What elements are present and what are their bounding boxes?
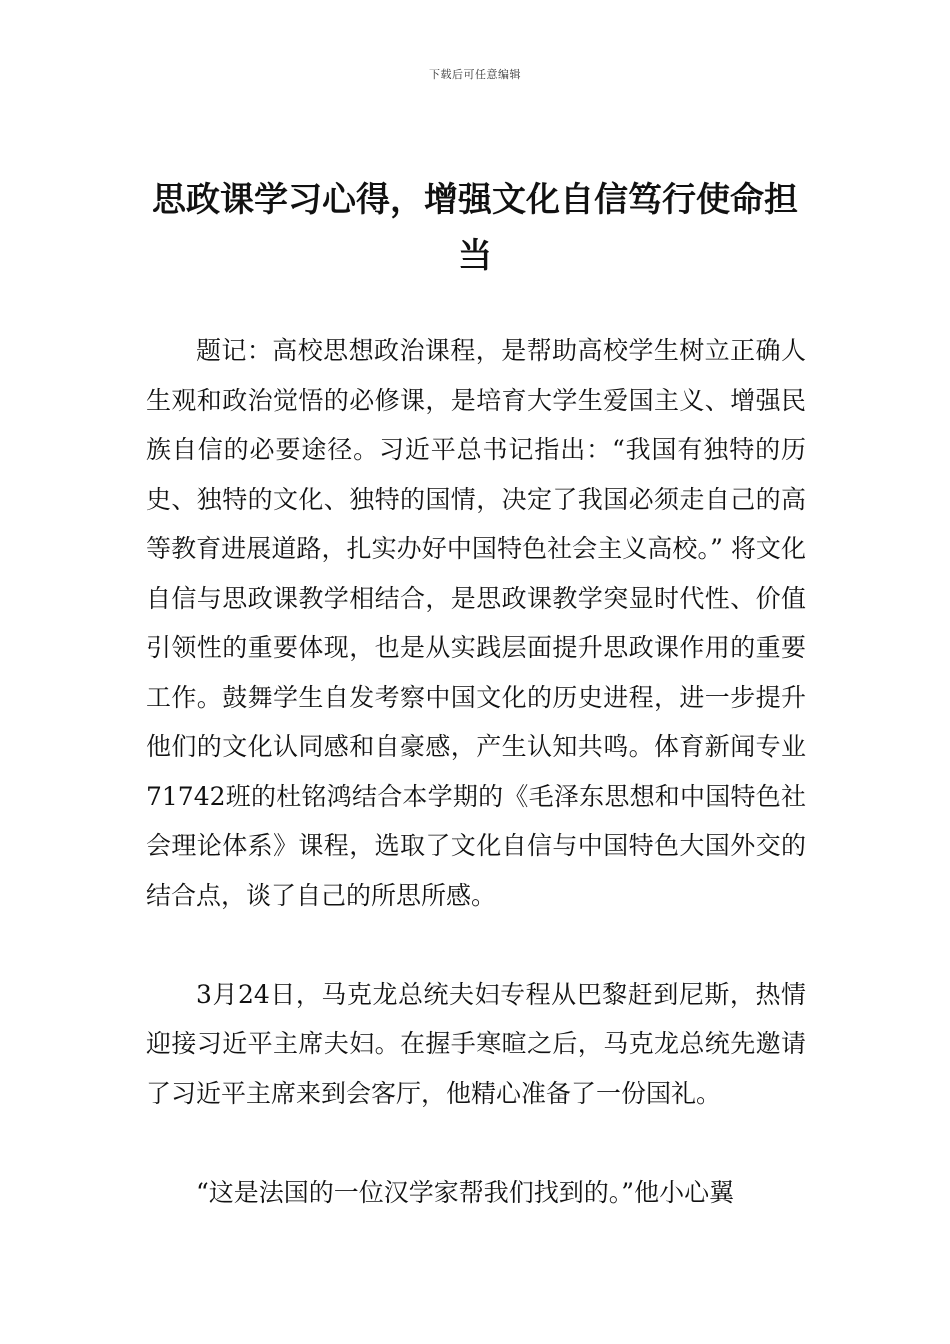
header-note: 下载后可任意编辑 — [429, 68, 521, 81]
paragraph-1: 3月24日，马克龙总统夫妇专程从巴黎赶到尼斯，热情迎接习近平主席夫妇。在握手寒暄之后，马克龙总统先邀请了习近平主席来到会客厅，他精心准备了一份国礼。 — [146, 979, 806, 1108]
paragraph-spacer — [146, 920, 806, 970]
paragraph-epigraph: 题记：高校思想政治课程，是帮助高校学生树立正确人生观和政治觉悟的必修课，是培育大学生爱国主义、增强民族自信的必要途径。习近平总书记指出：“我国有独特的历史、独特的文化、独特的国情，决定了我国必须走自己的高等教育进展道路，扎实办好中国特色社会主义高校。” 将文化自信与思政课教学相结合，是思政课教学突显时代性、价值引领性的重要体现，也是从实践层面提升思政课作用的重要工作。鼓舞学生自发考察中国文化的历史进程，进一步提升他们的文化认同感和自豪感，产生认知共鸣。体育新闻专业71742班的杜铭鸿结合本学期的《毛泽东思想和中国特色社会理论体系》课程，选取了文化自信与中国特色大国外交的结合点，谈了自己的所思所感。 — [146, 336, 806, 910]
document-title: 思政课学习心得，增强文化自信笃行使命担当 — [152, 180, 798, 276]
document-body — [146, 326, 806, 1217]
paragraph-2: “这是法国的一位汉学家帮我们找到的。”他小心翼 — [196, 1177, 735, 1207]
paragraph-spacer — [146, 1118, 806, 1168]
